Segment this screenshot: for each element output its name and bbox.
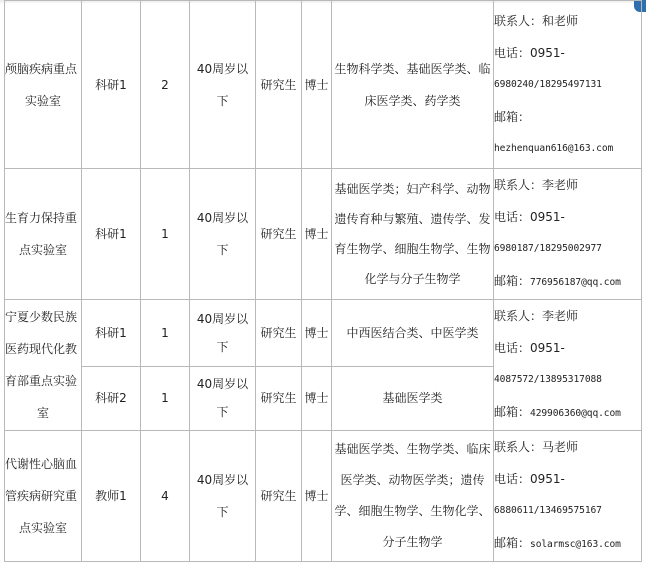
major-cell: 基础医学类；妇产科学、动物 遗传育种与繁殖、遗传学、发 育生物学、细胞生物学、生物 化学与分子生物学 bbox=[332, 169, 494, 300]
contact-phone: 4087572/13895317088 bbox=[494, 374, 602, 385]
contact-cell bbox=[494, 431, 642, 562]
lab-cell: 颅脑疾病重点 实验室 bbox=[5, 1, 82, 169]
lab-cell: 代谢性心脑血 管疾病研究重 点实验室 bbox=[5, 431, 82, 562]
post-cell: 科研2 bbox=[82, 366, 141, 430]
contact-person: 联系人：李老师 bbox=[494, 309, 579, 323]
contact-email: hezhenquan616@163.com bbox=[494, 142, 614, 154]
post-cell: 科研1 bbox=[82, 300, 141, 367]
major-cell: 基础医学类 bbox=[332, 366, 494, 430]
contact-cell bbox=[494, 1, 642, 169]
degree-cell: 博士 bbox=[302, 300, 332, 367]
recruitment-table bbox=[4, 0, 642, 562]
major-cell: 基础医学类、生物学类、临床 医学类、动物医学类；遗传 学、细胞生物学、生物化学、 分子生物学 bbox=[332, 431, 494, 562]
major-cell: 生物科学类、基础医学类、临 床医学类、药学类 bbox=[332, 1, 494, 169]
contact-phone: 6980187/18295002977 bbox=[494, 243, 602, 254]
contact-email: 776956187@qq.com bbox=[530, 277, 621, 288]
count-cell: 2 bbox=[141, 1, 190, 169]
contact-phone-label: 电话：0951- bbox=[494, 341, 565, 355]
lab-cell: 宁夏少数民族 医药现代化教 育部重点实验 室 bbox=[5, 300, 82, 431]
contact-person: 联系人：马老师 bbox=[494, 440, 579, 454]
age-cell: 40周岁以 下 bbox=[190, 169, 256, 300]
contact-cell bbox=[494, 300, 642, 431]
age-cell: 40周岁以 下 bbox=[190, 431, 256, 562]
contact-mail-label: 邮箱： bbox=[494, 109, 531, 124]
education-cell: 研究生 bbox=[256, 169, 302, 300]
education-cell: 研究生 bbox=[256, 1, 302, 169]
contact-mail-label: 邮箱：776956187@qq.com bbox=[494, 274, 621, 288]
contact-phone-label: 电话：0951- bbox=[494, 45, 565, 60]
count-cell: 4 bbox=[141, 431, 190, 562]
count-cell: 1 bbox=[141, 366, 190, 430]
degree-cell: 博士 bbox=[302, 169, 332, 300]
post-cell: 教师1 bbox=[82, 431, 141, 562]
table-row bbox=[5, 431, 642, 562]
contact-email: 429906360@qq.com bbox=[530, 408, 621, 419]
contact-email: solarmsc@163.com bbox=[530, 539, 621, 550]
age-cell: 40周岁以 下 bbox=[190, 1, 256, 169]
degree-cell: 博士 bbox=[302, 1, 332, 169]
contact-phone: 6980240/18295497131 bbox=[494, 78, 602, 90]
education-cell: 研究生 bbox=[256, 300, 302, 367]
contact-phone: 6880611/13469575167 bbox=[494, 505, 602, 516]
table-row bbox=[5, 169, 642, 300]
contact-mail-label: 邮箱：solarmsc@163.com bbox=[494, 536, 621, 550]
count-cell: 1 bbox=[141, 169, 190, 300]
contact-person: 联系人：和老师 bbox=[494, 13, 579, 28]
contact-phone-label: 电话：0951- bbox=[494, 210, 565, 224]
lab-cell: 生育力保持重 点实验室 bbox=[5, 169, 82, 300]
education-cell: 研究生 bbox=[256, 366, 302, 430]
education-cell: 研究生 bbox=[256, 431, 302, 562]
contact-mail-label: 邮箱：429906360@qq.com bbox=[494, 405, 621, 419]
table-row bbox=[5, 300, 642, 367]
count-cell: 1 bbox=[141, 300, 190, 367]
post-cell: 科研1 bbox=[82, 169, 141, 300]
contact-person: 联系人：李老师 bbox=[494, 178, 579, 192]
major-cell: 中西医结合类、中医学类 bbox=[332, 300, 494, 367]
table-row bbox=[5, 1, 642, 169]
post-cell: 科研1 bbox=[82, 1, 141, 169]
contact-phone-label: 电话：0951- bbox=[494, 472, 565, 486]
degree-cell: 博士 bbox=[302, 431, 332, 562]
contact-cell bbox=[494, 169, 642, 300]
age-cell: 40周岁以 下 bbox=[190, 366, 256, 430]
degree-cell: 博士 bbox=[302, 366, 332, 430]
age-cell: 40周岁以 下 bbox=[190, 300, 256, 367]
